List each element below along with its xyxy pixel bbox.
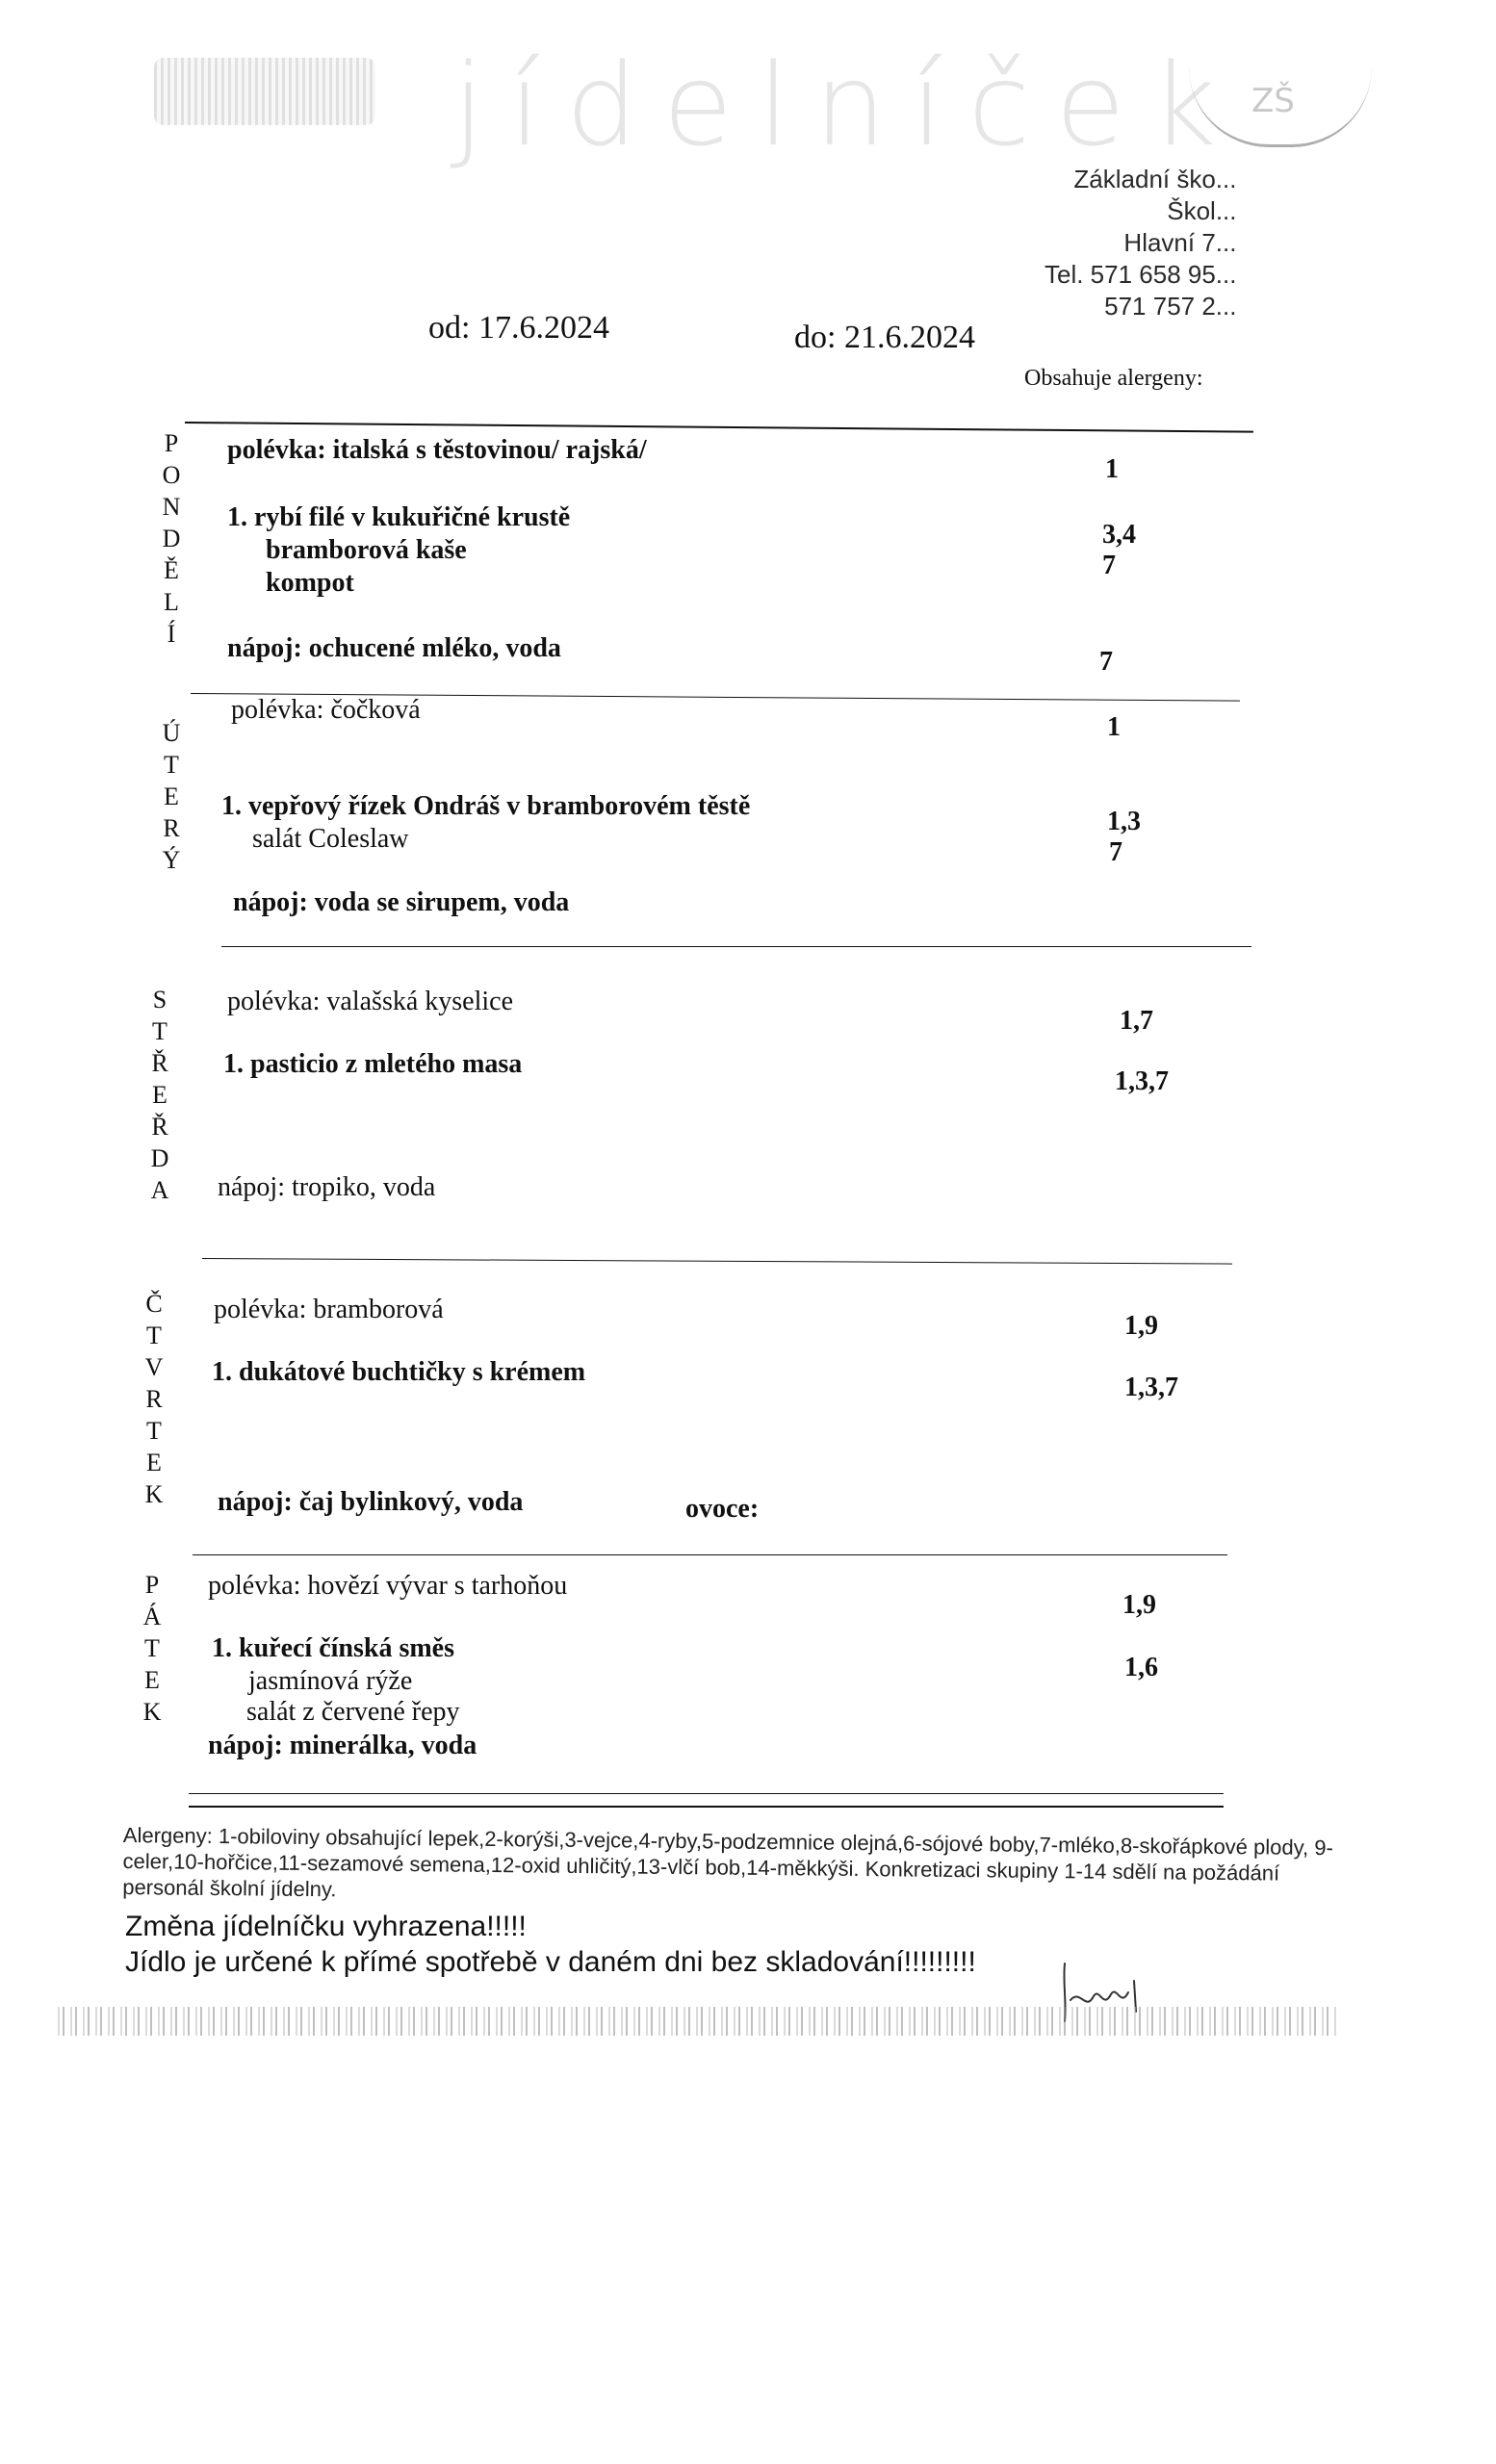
friday-allergen-soup: 1,9 xyxy=(1122,1590,1156,1620)
monday-side-2: kompot xyxy=(266,568,354,598)
monday-allergen-main: 3,4 xyxy=(1102,520,1136,550)
thursday-fruit: ovoce: xyxy=(685,1494,760,1524)
tuesday-side: salát Coleslaw xyxy=(252,824,409,854)
school-phone-2: 571 757 2... xyxy=(1104,292,1237,321)
date-from: od: 17.6.2024 xyxy=(428,310,609,346)
thursday-soup: polévka: bramborová xyxy=(214,1295,444,1324)
scan-artifact-strip xyxy=(58,2007,1338,2036)
date-to: do: 21.6.2024 xyxy=(794,320,975,355)
thursday-allergen-soup: 1,9 xyxy=(1124,1311,1158,1341)
school-line-2: Škol... xyxy=(1167,196,1237,225)
friday-main: 1. kuřecí čínská směs xyxy=(212,1633,454,1663)
menu-masthead: jídelníček xyxy=(452,38,1242,171)
day-label-thursday: Č T V R T E K xyxy=(144,1290,164,1508)
school-name: Základní ško... xyxy=(1073,165,1237,193)
day-label-wednesday: S T Ř E Ř D A xyxy=(150,986,169,1204)
wednesday-soup: polévka: valašská kyselice xyxy=(227,987,514,1016)
allergen-legend: Alergeny: 1-obiloviny obsahující lepek,2-korýši,3-vejce,4-ryby,5-podzemnice olejná,6-sójové boby,7-mléko,8-skořápkové plody, 9-celer,10-hořčice,11-sezamové semena,12-oxid uhličitý,13-vlčí bob,14-měkkýši. Konkretizaci skupiny 1-14 sdělí na požádání personál školní jídelny. xyxy=(122,1823,1333,1902)
wednesday-allergen-soup: 1,7 xyxy=(1120,1006,1153,1036)
tuesday-soup: polévka: čočková xyxy=(231,695,421,725)
divider-bottom-2 xyxy=(189,1806,1224,1808)
tuesday-drink: nápoj: voda se sirupem, voda xyxy=(233,887,570,917)
thursday-allergen-main: 1,3,7 xyxy=(1124,1373,1178,1402)
school-phone-1: Tel. 571 658 95... xyxy=(1045,260,1237,289)
monday-main: 1. rybí filé v kukuřičné krustě xyxy=(227,502,571,532)
menu-change-warning: Změna jídelníčku vyhrazena!!!!! xyxy=(125,1911,527,1942)
divider-thu-fri xyxy=(193,1554,1227,1555)
day-label-tuesday: Ú T E R Ý xyxy=(162,719,181,874)
school-street: Hlavní 7... xyxy=(1123,228,1237,257)
divider-top xyxy=(185,422,1253,433)
school-logo-left xyxy=(154,58,375,125)
monday-soup: polévka: italská s těstovinou/ rajská/ xyxy=(227,435,647,465)
thursday-drink: nápoj: čaj bylinkový, voda xyxy=(218,1487,524,1517)
friday-drink: nápoj: minerálka, voda xyxy=(208,1731,477,1760)
monday-allergen-soup: 1 xyxy=(1105,454,1119,484)
logo-right-mark: ZŠ xyxy=(1251,82,1295,120)
tuesday-main: 1. vepřový řízek Ondráš v bramborovém těstě xyxy=(221,791,751,821)
friday-side-2: salát z červené řepy xyxy=(246,1697,460,1727)
monday-drink: nápoj: ochucené mléko, voda xyxy=(227,633,561,663)
monday-allergen-side: 7 xyxy=(1102,551,1116,580)
day-label-monday: P O N D Ě L Í xyxy=(162,429,181,648)
divider-tue-wed xyxy=(221,946,1251,947)
wednesday-drink: nápoj: tropiko, voda xyxy=(218,1172,436,1202)
tuesday-allergen-main: 1,3 xyxy=(1107,807,1141,836)
tuesday-allergen-side: 7 xyxy=(1109,837,1122,867)
storage-warning: Jídlo je určené k přímé spotřebě v daném dni bez skladování!!!!!!!!! xyxy=(125,1946,976,1978)
monday-side-1: bramborová kaše xyxy=(266,535,467,565)
thursday-main: 1. dukátové buchtičky s krémem xyxy=(212,1357,586,1387)
divider-wed-thu xyxy=(202,1258,1232,1265)
day-label-friday: P Á T E K xyxy=(142,1571,162,1726)
friday-allergen-main: 1,6 xyxy=(1124,1653,1158,1682)
tuesday-allergen-soup: 1 xyxy=(1107,712,1121,742)
friday-soup: polévka: hovězí vývar s tarhoňou xyxy=(208,1571,568,1601)
divider-bottom xyxy=(189,1793,1224,1794)
friday-side-1: jasmínová rýže xyxy=(248,1666,413,1696)
wednesday-main: 1. pasticio z mletého masa xyxy=(223,1049,523,1079)
allergens-heading: Obsahuje alergeny: xyxy=(1024,366,1203,391)
wednesday-allergen-main: 1,3,7 xyxy=(1115,1066,1169,1096)
school-address-stamp xyxy=(1045,164,1236,322)
monday-allergen-drink: 7 xyxy=(1099,647,1113,677)
